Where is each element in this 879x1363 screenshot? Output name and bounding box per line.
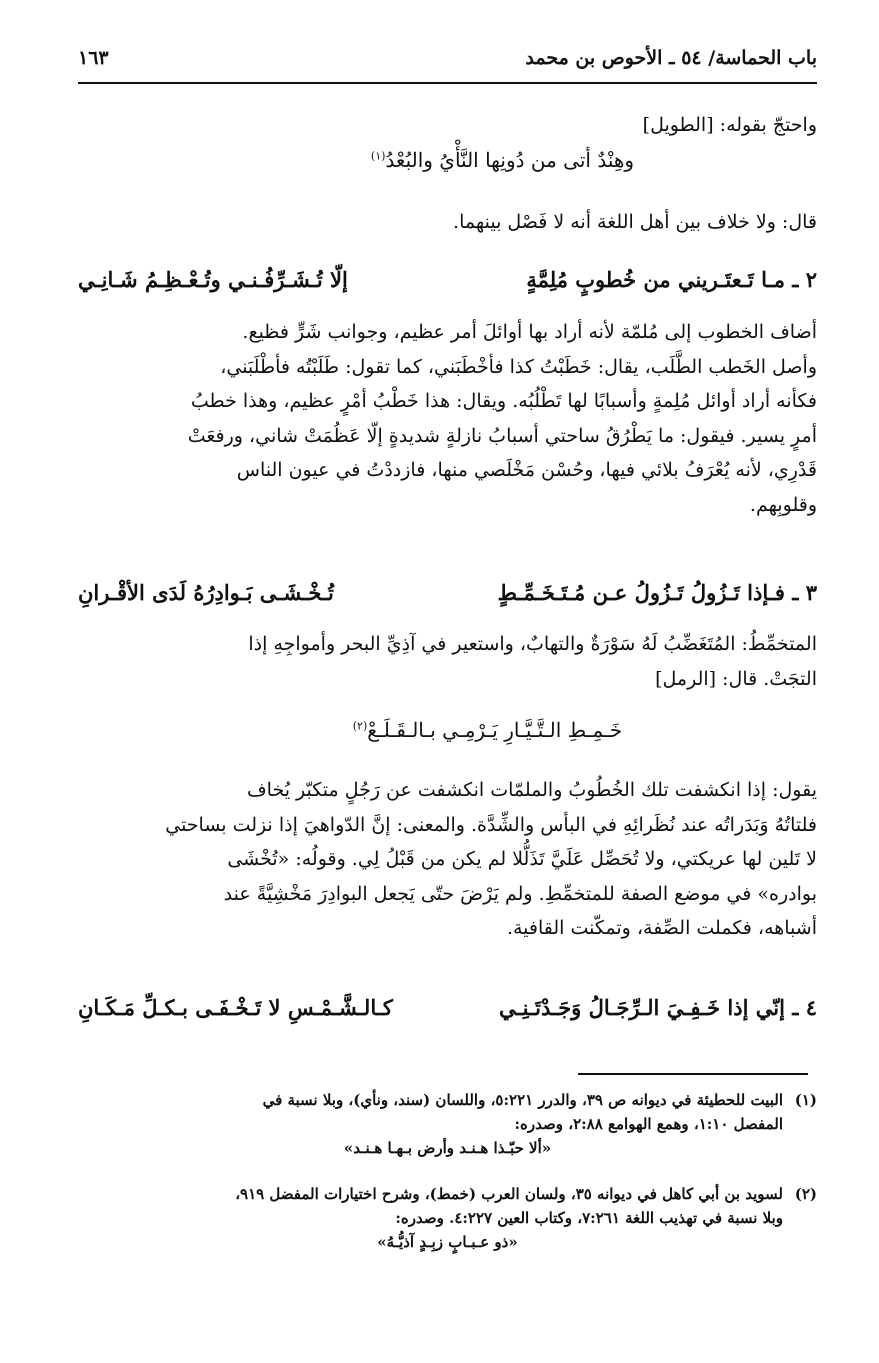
commentary-line: بوادره» في موضع الصفة للمتخمِّطِ. ولم يَرْضَ حتّى يَجعل البوادِرَ مَخْشِيَّةً عند: [223, 882, 817, 905]
footnote-1: [78, 1088, 817, 1160]
intro-half-verse: [78, 148, 817, 172]
commentary-2: [78, 315, 817, 522]
commentary-line: أمرٍ يسير. فيقول: ما يَطْرُقُ ساحتي أسبابُ نازلةٍ شديدةٍ إلّا عَظُمَتْ شاني، ورفعَتْ: [187, 424, 817, 447]
verse-2: [78, 262, 817, 296]
verse-3: [78, 575, 817, 609]
commentary-line: فكأنه أراد أوائل مُلِمةٍ وأسبابًا لها تَطْلُبُه. ويقال: هذا خَطْبُ أمْرٍ عظيم، وهذا خطبُ: [190, 390, 817, 412]
footnote-quote: «ذو عـبـابٍ زبِـدٍ آذيُّـهُ»: [377, 1233, 518, 1251]
footnote-line: [78, 1182, 817, 1206]
commentary-line: التجَتْ. قال: [الرمل]: [655, 667, 817, 690]
footnote-2: [78, 1182, 817, 1254]
running-header: [78, 40, 817, 76]
commentary-3: [78, 627, 817, 696]
footnote-ref-2: (٢): [352, 719, 368, 733]
commentary-line: المتخمِّطُ: المُتَغَضِّبُ لَهُ سَوْرَةٌ والتهابٌ، واستعير في آذِيِّ البحر وأمواجِهِ إذا: [248, 633, 817, 655]
footnote-quote: «ألا حبّـذا هـنـد وأرض بـهـا هـنـد»: [343, 1139, 552, 1157]
footnote-number: (١): [794, 1091, 817, 1109]
footnote-line: وبلا نسبة في تهذيب اللغة ٧:٢٦١، وكتاب العين ٤:٢٢٧. وصدره:: [395, 1209, 783, 1227]
quote-text: خَـمِـطِ الـتَّـيَّـارِ يَـرْمِـي بـالـقَـلَـعْ: [367, 718, 623, 742]
commentary-line: قَدْرِي، لأنه يُعْرَفُ بلائي فيها، وحُسْن مَخْلَصي منها، فازددْتُ في عيون الناس: [236, 459, 817, 481]
footnote-line: المفصل ١:١٠، وهمع الهوامع ٢:٨٨، وصدره:: [514, 1115, 783, 1133]
footnote-text: البيت للحطيئة في ديوانه ص ٣٩، والدرر ٥:٢٢١، واللسان (سند، ونأي)، وبلا نسبة في: [262, 1091, 783, 1109]
commentary-line: فلتاتُهُ وَبَدَراتُه عند نُظَرائِهِ في البأس والشِّدَّة. والمعنى: إنَّ الدّواهيَ إذا نزلت بساحتي: [165, 813, 817, 836]
footnote-rule: [578, 1073, 808, 1075]
verse-4-second-hemistich: كـالـشَّـمْـسِ لا تَـخْـفَـى بـكـلِّ مَـكَـانِ: [78, 994, 393, 1020]
verse-3-second-hemistich: تُـخْـشَـى بَـوادِرُهُ لَدَى الأقْـرانِ: [78, 579, 334, 605]
verse-2-first-hemistich: ٢ ـ مـا تَـعتَـريني من خُطوبٍ مُلِمَّةٍ: [526, 266, 817, 292]
header-title: باب الحماسة/ ٥٤ ـ الأحوص بن محمد: [525, 47, 817, 69]
verse-3-first-hemistich: ٣ ـ فـإذا تَـزُولُ تَـزُولُ عـن مُـتَـخَـمِّـطٍ: [497, 579, 817, 605]
commentary-line: يقول: إذا انكشفت تلك الخُطُوبُ والملمّات انكشفت عن رَجُلٍ متكبّر يُخاف: [246, 779, 817, 801]
verse-4: [78, 990, 817, 1024]
commentary-3b: [78, 773, 817, 946]
intro-note: قال: ولا خلاف بين أهل اللغة أنه لا فَصْل بينهما.: [453, 211, 817, 233]
footnote-text: لسويد بن أبي كاهل في ديوانه ٣٥، ولسان العرب (خمط)، وشرح اختيارات المفضل ٩١٩،: [235, 1185, 783, 1203]
half-verse-text: وهِنْدٌ أتى من دُونِها النَّأْيُ والبُعْدُ: [385, 148, 635, 172]
verse-4-first-hemistich: ٤ ـ إنّي إذا خَـفِـيَ الـرِّجَـالُ وَجَـدْتَـنِـي: [499, 994, 817, 1020]
header-rule: [78, 82, 817, 84]
intro-line: واحتجّ بقوله: [الطويل]: [642, 114, 817, 136]
commentary-line: لا تَلين لها عريكتي، ولا تُحَصِّل عَلَيَّ تَذَلُّلا لم يكن من قَبْلُ لِي. وقولُه: «تُخْشَى: [227, 848, 817, 870]
commentary-line: أشباهه، فكملت الصِّفة، وتمكّنت القافية.: [506, 917, 817, 939]
commentary-line: وأصل الخَطب الطَّلَب، يقال: خَطَبْتُ كذا فأخْطَبَني، كما تقول: طَلَبْتُه فأطْلَبَني،: [220, 355, 817, 378]
footnote-line: [78, 1088, 817, 1112]
commentary-line: أضاف الخطوب إلى مُلمّة لأنه أراد بها أوائلَ أمر عظيم، وجوانب شَرٍّ فظيع.: [242, 321, 817, 343]
footnote-ref-1: (١): [370, 149, 386, 163]
page-number: ١٦٣: [78, 47, 109, 69]
verse-2-second-hemistich: إلّا تُـشَـرِّفُـنـي وتُـعْـظِـمُ شَـانِـي: [78, 266, 348, 292]
footnote-number: (٢): [794, 1185, 817, 1203]
quote-verse-3: [78, 718, 817, 742]
commentary-line: وقلوبِهم.: [749, 493, 817, 516]
